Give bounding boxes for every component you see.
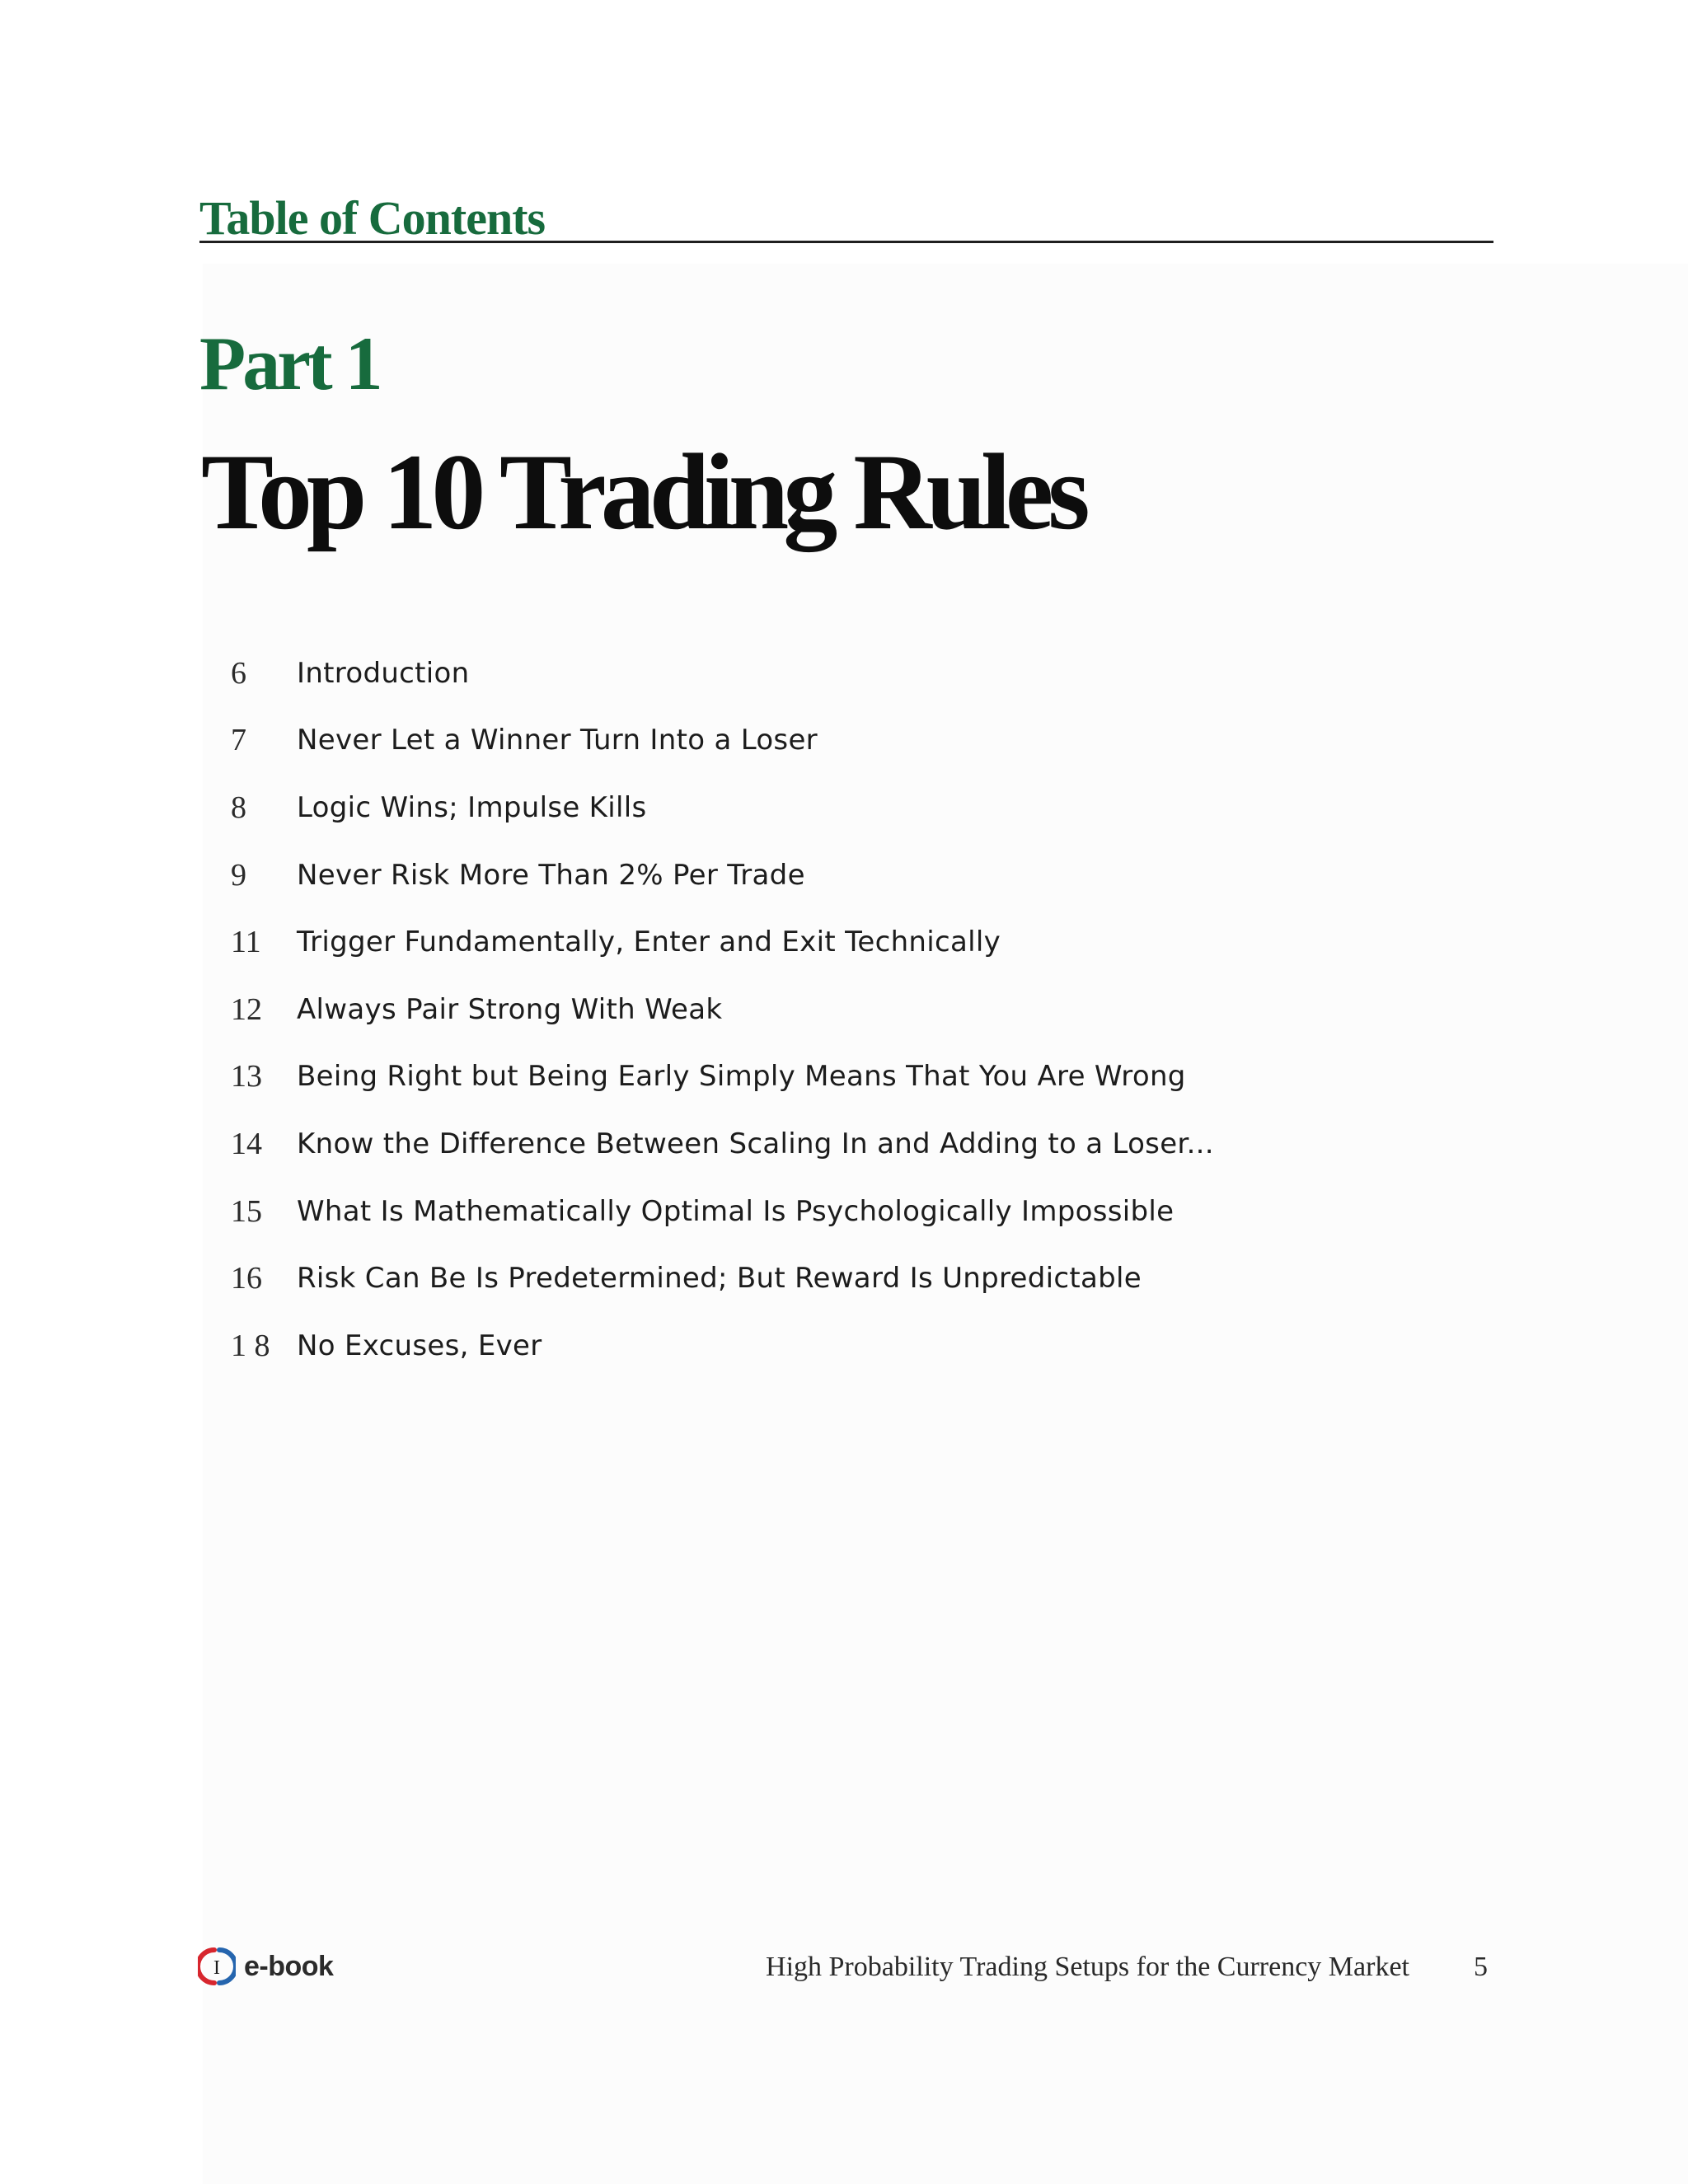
toc-header [199,186,1493,243]
toc-entry-title: No Excuses, Ever [297,1329,542,1362]
ebook-logo [198,1947,333,1986]
toc-page-number: 7 [231,723,246,758]
toc-entry-logic-wins[interactable] [231,774,1385,841]
toc-page-number: 6 [231,655,246,691]
toc-page-number: 15 [231,1193,262,1229]
toc-entry-no-excuses[interactable] [231,1312,1385,1380]
toc-page-number: 12 [231,991,262,1027]
toc-heading: Table of Contents [199,191,546,245]
toc-entry-mathematically-optimal[interactable] [231,1178,1385,1245]
footer-page-number: 5 [1474,1952,1488,1982]
toc-entry-introduction[interactable] [231,640,1385,707]
toc-page-number: 11 [231,925,261,960]
toc-entry-risk-predetermined[interactable] [231,1244,1385,1312]
toc-entry-title: Risk Can Be Is Predetermined; But Reward Is Unpredictable [297,1262,1142,1296]
toc-entry-title: Always Pair Strong With Weak [297,992,723,1026]
toc-entry-title: Being Right but Being Early Simply Means That You Are Wrong [297,1060,1186,1094]
toc-entry-title: Introduction [297,656,470,690]
investopedia-i-icon [198,1947,236,1985]
toc-entry-trigger-fundamentally[interactable] [231,908,1385,976]
toc-entry-never-let-winner-turn-loser[interactable] [231,707,1385,775]
toc-entry-title: Never Risk More Than 2% Per Trade [297,858,805,892]
footer-book-title: High Probability Trading Setups for the Currency Market [766,1952,1409,1982]
toc-entry-title: Know the Difference Between Scaling In and Adding to a Loser... [297,1127,1214,1160]
toc-entry-title: Never Let a Winner Turn Into a Loser [297,724,818,757]
toc-entry-scaling-in[interactable] [231,1110,1385,1178]
toc-entry-never-risk-more[interactable] [231,841,1385,909]
toc-entry-being-right-early[interactable] [231,1043,1385,1111]
toc-page-number: 14 [231,1126,262,1161]
toc-entry-pair-strong-weak[interactable] [231,976,1385,1043]
toc-entry-title: What Is Mathematically Optimal Is Psychologically Impossible [297,1194,1175,1228]
part-label: Part 1 [199,321,380,405]
toc-entry-title: Trigger Fundamentally, Enter and Exit Technically [297,926,1001,959]
logo-text: e-book [244,1950,334,1982]
part-title: Top 10 Trading Rules [201,431,1085,552]
toc-page-number: 9 [231,857,246,893]
toc-page-number: 16 [231,1261,262,1296]
toc-page-number: 13 [231,1059,262,1094]
svg-text:I: I [213,1957,220,1979]
toc-page-number: 1 8 [231,1328,270,1363]
toc-page-number: 8 [231,790,246,825]
toc-entry-title: Logic Wins; Impulse Kills [297,790,647,824]
toc-list [231,640,1385,1380]
